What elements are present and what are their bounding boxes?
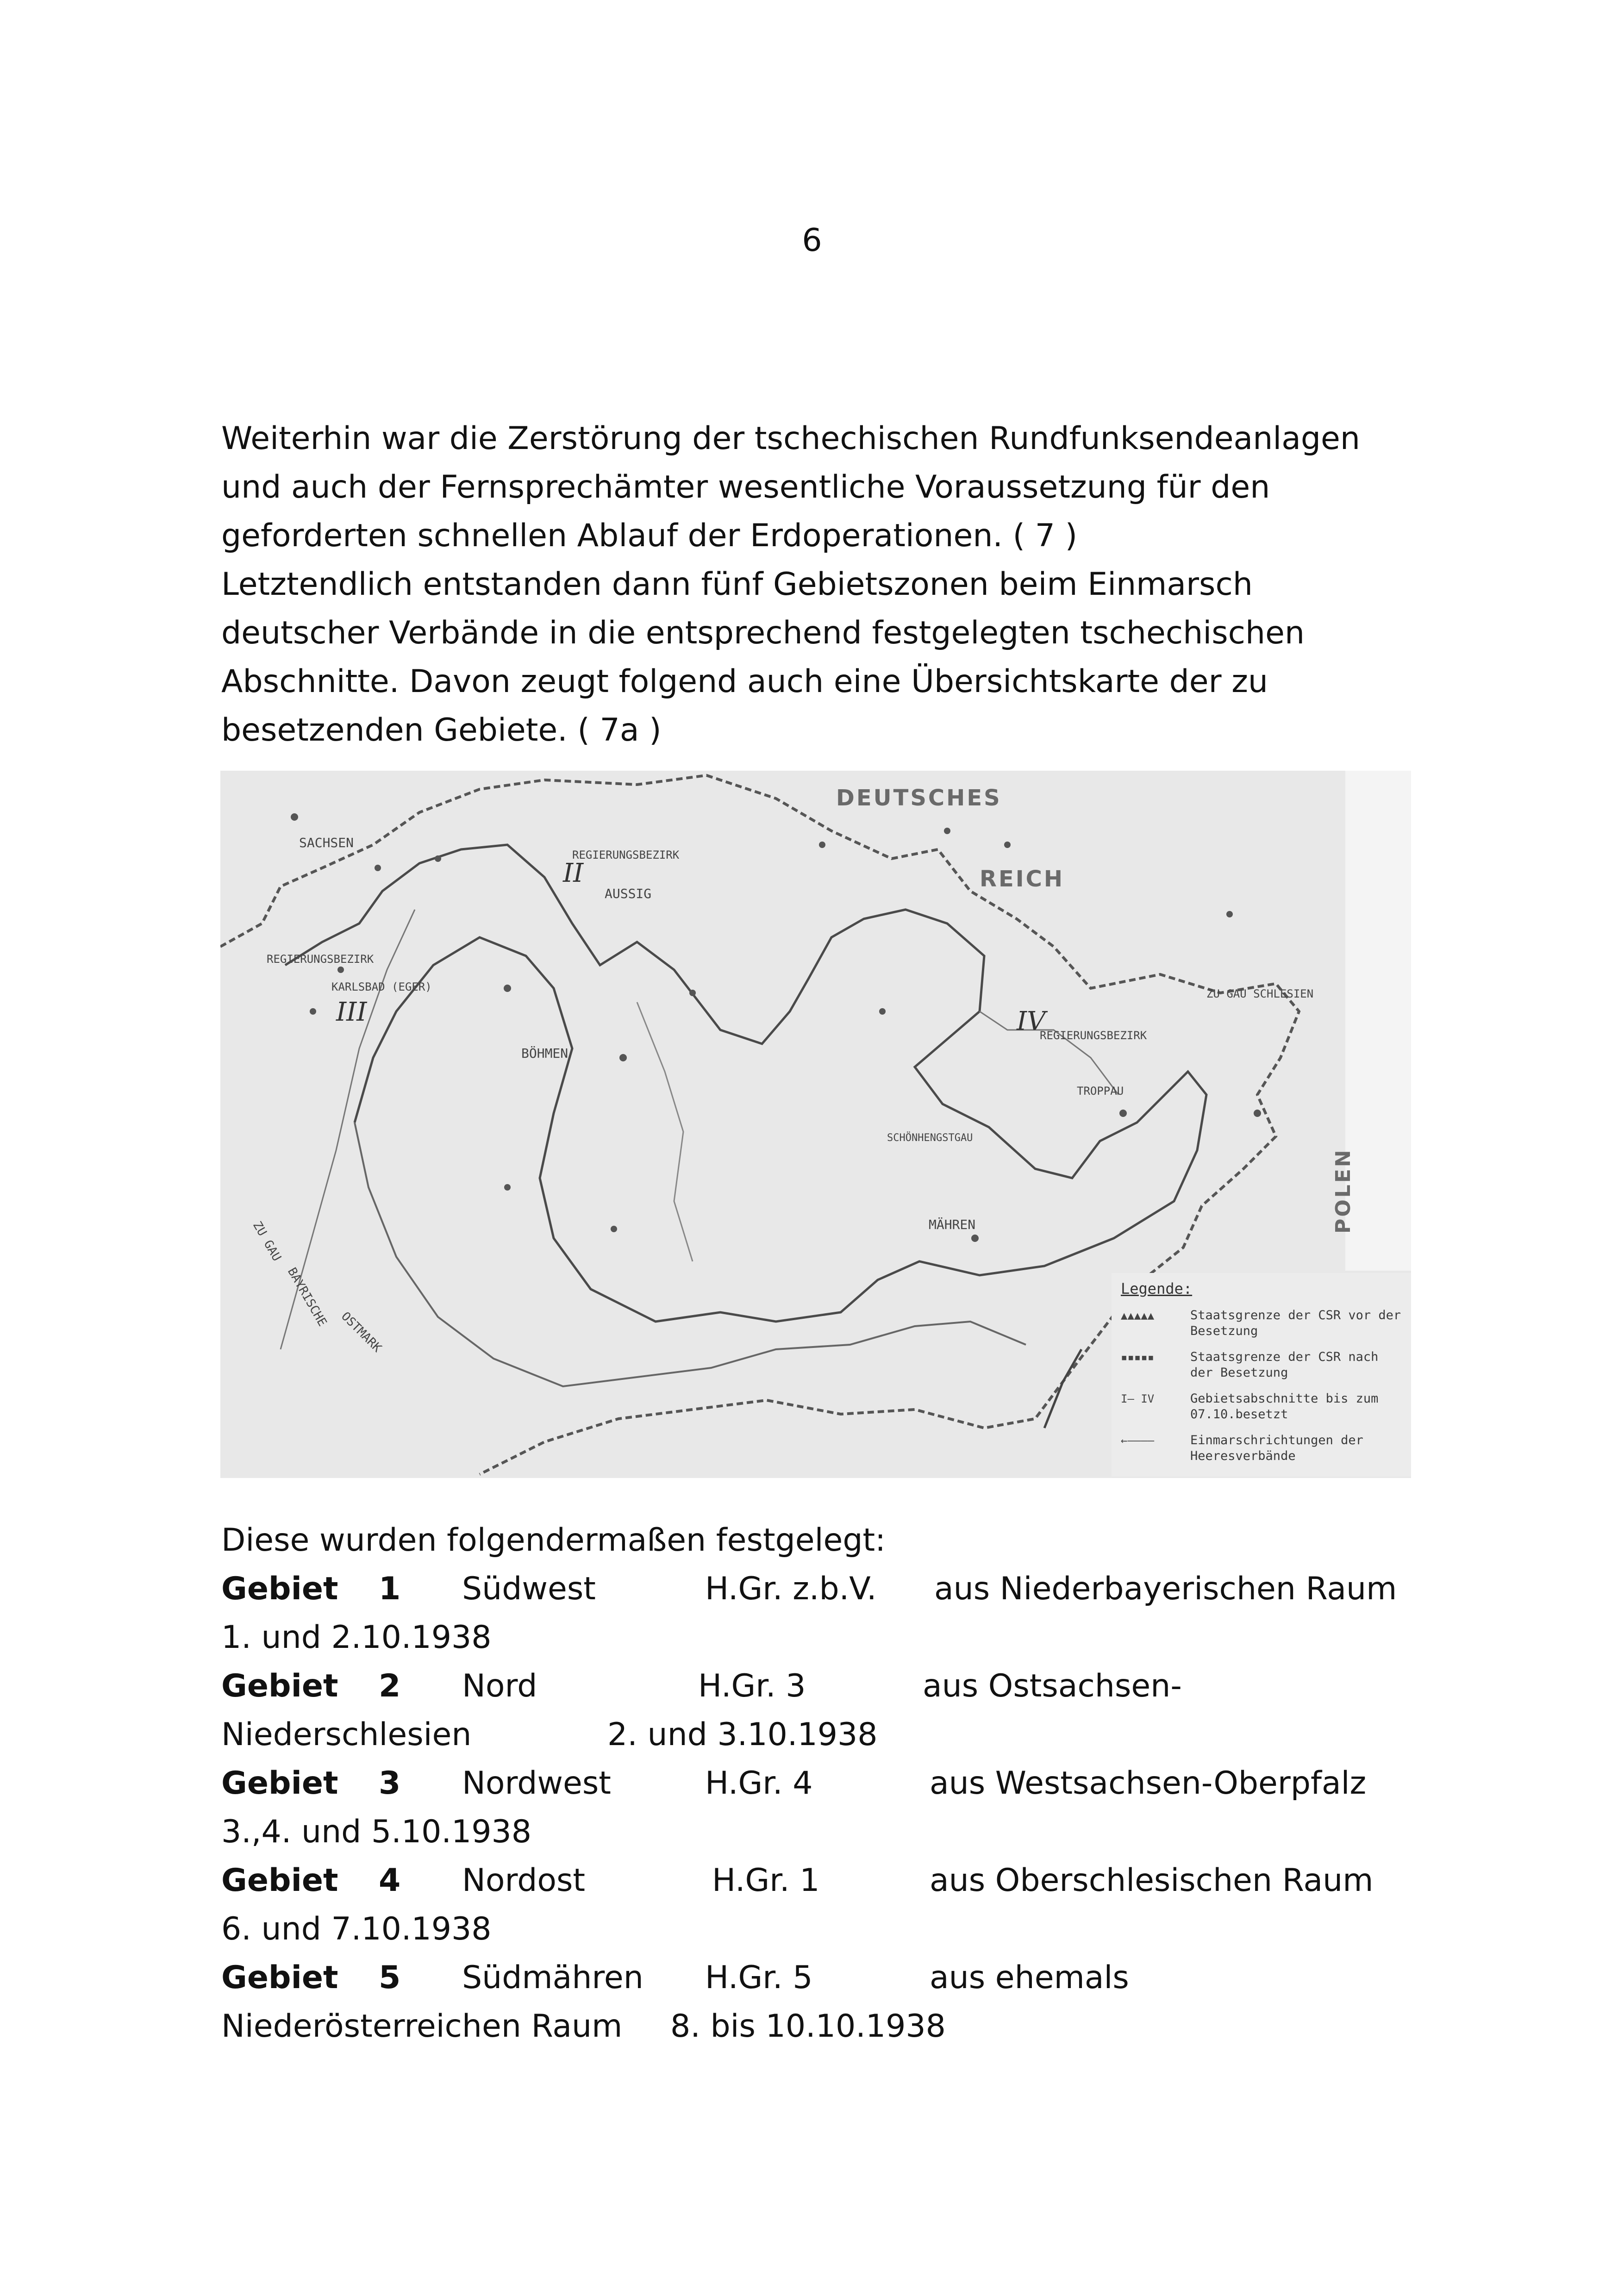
area-label: Gebiet [221,1571,338,1607]
map-label-karlsbad: KARLSBAD (EGER) [331,980,432,993]
map-label-maehren: MÄHREN [929,1217,976,1232]
area-dates [221,1905,1425,1953]
legend-symbol: ▪▪▪▪▪ [1121,1351,1155,1364]
area-date-text: 6. und 7.10.1938 [221,1911,492,1947]
town-marker [611,1226,617,1232]
area-row [221,1759,1425,1808]
area-number: 5 [379,1959,401,1996]
town-marker [291,813,298,821]
town-marker [1226,911,1233,917]
map-roman-ii: II [563,858,584,888]
area-direction: Nordwest [462,1765,611,1802]
area-date-text: 8. bis 10.10.1938 [670,2008,946,2045]
town-marker [1119,1110,1127,1117]
intro-line: Weiterhin war die Zerstörung der tschechischen Rundfunksendeanlagen [221,420,1360,457]
map-label-ostmark: OSTMARK [338,1309,384,1355]
map-label-troppau: TROPPAU [1077,1085,1124,1098]
map-legend [1112,1273,1411,1477]
map-label-boehmen: BÖHMEN [521,1046,568,1061]
town-marker [504,985,511,992]
area-dates [221,2002,1425,2051]
map-label-bayrische: BAYRISCHE [284,1265,330,1329]
legend-symbol: I– IV [1121,1392,1155,1405]
areas-section [221,1516,1425,2051]
legend-item [1121,1433,1411,1464]
map-label-aussig: AUSSIG [605,886,652,901]
area-label: Gebiet [221,1668,338,1704]
area-army-group: H.Gr. 5 [705,1959,813,1996]
intro-line: deutscher Verbände in die entsprechend festgelegten tschechischen [221,615,1305,651]
area-number: 3 [379,1765,401,1802]
area-direction: Nordost [462,1862,586,1899]
area-origin: aus Ostsachsen- [923,1668,1182,1704]
area-row [221,1565,1425,1613]
area-number: 2 [379,1668,401,1704]
areas-intro: Diese wurden folgendermaßen festgelegt: [221,1522,886,1559]
map-label-zu-gau: ZU GAU [250,1219,284,1264]
area-label: Gebiet [221,1959,338,1996]
legend-text: Einmarschrichtungen der Heeresverbände [1190,1433,1363,1463]
map-label-regbezirk-iv: REGIERUNGSBEZIRK [1040,1029,1147,1042]
town-marker [375,865,381,871]
map-right-margin [1345,771,1411,1271]
map-label-sachsen: SACHSEN [299,835,354,850]
intro-line: besetzenden Gebiete. ( 7a ) [221,712,662,748]
area-army-group: H.Gr. z.b.V. [705,1571,877,1607]
town-marker [310,1008,316,1015]
legend-text: Staatsgrenze der CSR vor der Besetzung [1190,1308,1401,1338]
area-number: 1 [379,1571,401,1607]
area-date-text: Niederösterreichen Raum [221,2008,623,2045]
area-dates [221,1808,1425,1856]
area-army-group: H.Gr. 3 [698,1668,806,1704]
town-marker [819,842,825,848]
area-direction: Südwest [462,1571,596,1607]
intro-line: Letztendlich entstanden dann fünf Gebietszonen beim Einmarsch [221,566,1253,603]
area-army-group: H.Gr. 1 [712,1862,820,1899]
legend-item [1121,1391,1411,1422]
map-roman-iii: III [336,997,367,1027]
area-number: 4 [379,1862,401,1899]
occupation-map [220,771,1411,1478]
map-label-schoenhengstgau: SCHÖNHENGSTGAU [887,1132,973,1144]
area-date-text: 3.,4. und 5.10.1938 [221,1814,532,1850]
town-marker [1254,1110,1261,1117]
area-date-text: Niederschlesien [221,1716,472,1753]
legend-symbol: ←———— [1121,1434,1155,1447]
area-row [221,1856,1425,1905]
intro-line: und auch der Fernsprechämter wesentliche Voraussetzung für den [221,469,1270,505]
legend-text: Staatsgrenze der CSR nach der Besetzung [1190,1350,1379,1380]
town-marker [879,1008,886,1015]
area-label: Gebiet [221,1765,338,1802]
area-dates [221,1613,1425,1662]
area-row [221,1662,1425,1710]
area-origin: aus Westsachsen-Oberpfalz [930,1765,1367,1802]
legend-title: Legende: [1121,1280,1193,1297]
town-marker [971,1235,979,1242]
legend-item [1121,1308,1411,1339]
area-origin: aus ehemals [930,1959,1129,1996]
map-label-regbezirk-ii: REGIERUNGSBEZIRK [572,848,680,861]
legend-text: Gebietsabschnitte bis zum 07.10.besetzt [1190,1391,1379,1422]
area-label: Gebiet [221,1862,338,1899]
area-army-group: H.Gr. 4 [705,1765,813,1802]
map-label-deutsches: DEUTSCHES [836,785,1002,811]
area-row [221,1953,1425,2002]
intro-paragraph [221,414,1425,755]
area-date-text: 1. und 2.10.1938 [221,1619,492,1656]
town-marker [337,967,344,973]
map-label-zu-gau-schlesien: ZU GAU SCHLESIEN [1206,987,1314,1000]
intro-line: Abschnitte. Davon zeugt folgend auch eine Übersichtskarte der zu [221,663,1268,700]
legend-item [1121,1349,1411,1381]
area-direction: Nord [462,1668,537,1704]
map-roman-iv: IV [1017,1006,1046,1036]
intro-line: geforderten schnellen Ablauf der Erdoperationen. ( 7 ) [221,518,1078,554]
legend-symbol: ▲▲▲▲▲ [1121,1309,1155,1322]
town-marker [435,855,441,862]
town-marker [689,990,696,996]
map-label-reich: REICH [980,866,1065,892]
area-origin: aus Niederbayerischen Raum [934,1571,1397,1607]
area-dates [221,1710,1425,1759]
town-marker [944,828,950,834]
area-direction: Südmähren [462,1959,643,1996]
town-marker [619,1054,627,1061]
area-origin: aus Oberschlesischen Raum [930,1862,1374,1899]
map-label-regbezirk-iii: REGIERUNGSBEZIRK [267,953,374,966]
map-label-polen: POLEN [1331,1148,1355,1234]
page-number: 6 [802,222,822,259]
area-date-text: 2. und 3.10.1938 [607,1716,878,1753]
town-marker [1004,842,1011,848]
town-marker [504,1184,511,1191]
